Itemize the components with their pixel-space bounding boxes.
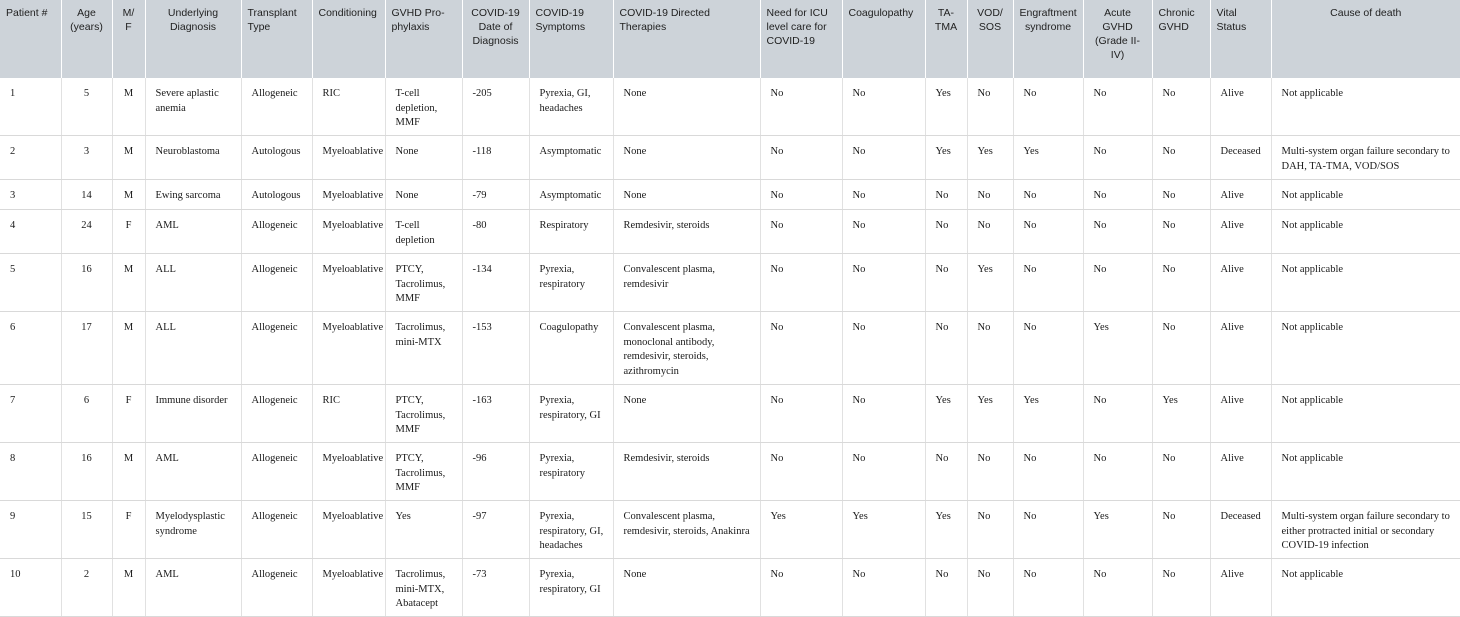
table-row (0, 78, 1460, 136)
table-header (0, 0, 1460, 78)
cell-covid-date: -79 (462, 180, 529, 210)
cell-prophylaxis: PTCY, Tacrolimus, MMF (385, 254, 462, 312)
cell-sex: M (112, 443, 145, 501)
cell-cause-of-death: Not applicable (1271, 312, 1460, 385)
cell-therapies: Remdesivir, steroids (613, 210, 760, 254)
cell-diagnosis: ALL (145, 254, 241, 312)
cell-patient: 9 (0, 501, 61, 559)
cell-age: 15 (61, 501, 112, 559)
cell-acute-gvhd: No (1083, 443, 1152, 501)
cell-chronic-gvhd: No (1152, 443, 1210, 501)
cell-ta-tma: Yes (925, 385, 967, 443)
table-row (0, 501, 1460, 559)
cell-covid-date: -134 (462, 254, 529, 312)
cell-patient: 2 (0, 136, 61, 180)
cell-icu: No (760, 136, 842, 180)
cell-symptoms: Asymptomatic (529, 180, 613, 210)
cell-vital-status: Deceased (1210, 501, 1271, 559)
cell-age: 5 (61, 78, 112, 136)
cell-symptoms: Pyrexia, respiratory (529, 254, 613, 312)
cell-cause-of-death: Not applicable (1271, 559, 1460, 617)
cell-cause-of-death: Not applicable (1271, 210, 1460, 254)
cell-cause-of-death: Not applicable (1271, 385, 1460, 443)
cell-acute-gvhd: Yes (1083, 501, 1152, 559)
cell-prophylaxis: None (385, 180, 462, 210)
cell-chronic-gvhd: No (1152, 180, 1210, 210)
table-row (0, 136, 1460, 180)
cell-symptoms: Pyrexia, respiratory, GI (529, 559, 613, 617)
cell-chronic-gvhd: No (1152, 312, 1210, 385)
cell-acute-gvhd: No (1083, 210, 1152, 254)
cell-icu: No (760, 210, 842, 254)
cell-icu: No (760, 180, 842, 210)
cell-engraftment: No (1013, 78, 1083, 136)
cell-cause-of-death: Not applicable (1271, 443, 1460, 501)
cell-engraftment: No (1013, 559, 1083, 617)
cell-chronic-gvhd: No (1152, 501, 1210, 559)
cell-vod-sos: Yes (967, 385, 1013, 443)
cell-covid-date: -163 (462, 385, 529, 443)
cell-prophylaxis: Yes (385, 501, 462, 559)
cell-engraftment: No (1013, 254, 1083, 312)
cell-sex: M (112, 312, 145, 385)
cell-coagulopathy: No (842, 180, 925, 210)
header-vital-status: Vital Status (1210, 0, 1271, 78)
cell-conditioning: Myeloablative (312, 312, 385, 385)
cell-covid-date: -96 (462, 443, 529, 501)
cell-conditioning: Myeloablative (312, 501, 385, 559)
cell-diagnosis: Ewing sarcoma (145, 180, 241, 210)
cell-sex: F (112, 385, 145, 443)
cell-patient: 6 (0, 312, 61, 385)
cell-icu: No (760, 385, 842, 443)
header-age: Age (years) (61, 0, 112, 78)
cell-ta-tma: Yes (925, 501, 967, 559)
cell-chronic-gvhd: No (1152, 78, 1210, 136)
cell-ta-tma: No (925, 180, 967, 210)
cell-patient: 1 (0, 78, 61, 136)
cell-prophylaxis: Tacrolimus, mini-MTX (385, 312, 462, 385)
cell-ta-tma: Yes (925, 78, 967, 136)
cell-transplant: Allogeneic (241, 312, 312, 385)
cell-coagulopathy: No (842, 136, 925, 180)
table-row (0, 443, 1460, 501)
cell-sex: M (112, 254, 145, 312)
cell-icu: No (760, 443, 842, 501)
cell-covid-date: -97 (462, 501, 529, 559)
cell-symptoms: Pyrexia, GI, headaches (529, 78, 613, 136)
cell-diagnosis: Myelodysplastic syndrome (145, 501, 241, 559)
cell-age: 14 (61, 180, 112, 210)
cell-vod-sos: Yes (967, 254, 1013, 312)
cell-vital-status: Alive (1210, 559, 1271, 617)
cell-vod-sos: No (967, 559, 1013, 617)
header-patient: Patient # (0, 0, 61, 78)
header-coagulopathy: Coagulopathy (842, 0, 925, 78)
cell-coagulopathy: No (842, 78, 925, 136)
cell-acute-gvhd: No (1083, 559, 1152, 617)
cell-chronic-gvhd: No (1152, 559, 1210, 617)
table-row (0, 254, 1460, 312)
cell-conditioning: Myeloablative (312, 254, 385, 312)
cell-therapies: None (613, 385, 760, 443)
cell-sex: M (112, 78, 145, 136)
cell-vital-status: Alive (1210, 78, 1271, 136)
cell-icu: No (760, 254, 842, 312)
header-covid-date: COVID-19 Date of Diagnosis (462, 0, 529, 78)
cell-icu: No (760, 78, 842, 136)
cell-conditioning: RIC (312, 78, 385, 136)
cell-prophylaxis: T-cell depletion (385, 210, 462, 254)
cell-age: 16 (61, 254, 112, 312)
cell-conditioning: Myeloablative (312, 443, 385, 501)
cell-engraftment: No (1013, 312, 1083, 385)
cell-vod-sos: Yes (967, 136, 1013, 180)
cell-age: 3 (61, 136, 112, 180)
cell-vital-status: Alive (1210, 312, 1271, 385)
cell-vod-sos: No (967, 210, 1013, 254)
cell-engraftment: Yes (1013, 136, 1083, 180)
cell-diagnosis: Neuroblastoma (145, 136, 241, 180)
cell-chronic-gvhd: No (1152, 254, 1210, 312)
cell-prophylaxis: PTCY, Tacrolimus, MMF (385, 443, 462, 501)
cell-transplant: Allogeneic (241, 254, 312, 312)
header-row (0, 0, 1460, 78)
cell-vital-status: Alive (1210, 385, 1271, 443)
cell-engraftment: No (1013, 443, 1083, 501)
cell-age: 2 (61, 559, 112, 617)
cell-acute-gvhd: No (1083, 180, 1152, 210)
cell-patient: 4 (0, 210, 61, 254)
cell-diagnosis: ALL (145, 312, 241, 385)
cell-acute-gvhd: No (1083, 136, 1152, 180)
cell-conditioning: Myeloablative (312, 210, 385, 254)
cell-vod-sos: No (967, 443, 1013, 501)
cell-symptoms: Pyrexia, respiratory (529, 443, 613, 501)
cell-vital-status: Alive (1210, 254, 1271, 312)
cell-ta-tma: No (925, 443, 967, 501)
cell-coagulopathy: Yes (842, 501, 925, 559)
header-underlying-diagnosis: Underlying Diagnosis (145, 0, 241, 78)
cell-therapies: Remdesivir, steroids (613, 443, 760, 501)
cell-diagnosis: Immune disorder (145, 385, 241, 443)
cell-cause-of-death: Not applicable (1271, 180, 1460, 210)
cell-prophylaxis: None (385, 136, 462, 180)
cell-conditioning: Myeloablative (312, 180, 385, 210)
cell-transplant: Autologous (241, 136, 312, 180)
cell-prophylaxis: PTCY, Tacrolimus, MMF (385, 385, 462, 443)
cell-cause-of-death: Multi-system organ failure secondary to either protracted initial or secondary COVID-19 infection (1271, 501, 1460, 559)
table-row (0, 385, 1460, 443)
table-row (0, 312, 1460, 385)
cell-therapies: Convalescent plasma, remdesivir, steroids, Anakinra (613, 501, 760, 559)
cell-diagnosis: Severe aplastic anemia (145, 78, 241, 136)
header-acute-gvhd: Acute GVHD (Grade II-IV) (1083, 0, 1152, 78)
cell-icu: No (760, 559, 842, 617)
cell-chronic-gvhd: No (1152, 136, 1210, 180)
cell-sex: M (112, 136, 145, 180)
table-row (0, 210, 1460, 254)
header-ta-tma: TA-TMA (925, 0, 967, 78)
table-row (0, 559, 1460, 617)
cell-patient: 3 (0, 180, 61, 210)
cell-acute-gvhd: No (1083, 78, 1152, 136)
cell-transplant: Allogeneic (241, 443, 312, 501)
cell-chronic-gvhd: Yes (1152, 385, 1210, 443)
cell-symptoms: Respiratory (529, 210, 613, 254)
cell-chronic-gvhd: No (1152, 210, 1210, 254)
cell-engraftment: Yes (1013, 385, 1083, 443)
cell-ta-tma: Yes (925, 136, 967, 180)
cell-vital-status: Deceased (1210, 136, 1271, 180)
cell-diagnosis: AML (145, 443, 241, 501)
cell-patient: 7 (0, 385, 61, 443)
cell-prophylaxis: T-cell depletion, MMF (385, 78, 462, 136)
cell-vital-status: Alive (1210, 443, 1271, 501)
cell-patient: 5 (0, 254, 61, 312)
cell-vital-status: Alive (1210, 180, 1271, 210)
cell-age: 6 (61, 385, 112, 443)
header-vod-sos: VOD/ SOS (967, 0, 1013, 78)
cell-covid-date: -73 (462, 559, 529, 617)
header-cause-of-death: Cause of death (1271, 0, 1460, 78)
cell-therapies: None (613, 136, 760, 180)
header-covid-symptoms: COVID-19 Symptoms (529, 0, 613, 78)
cell-sex: M (112, 559, 145, 617)
cell-cause-of-death: Not applicable (1271, 78, 1460, 136)
header-gvhd-prophylaxis: GVHD Pro-phylaxis (385, 0, 462, 78)
cell-symptoms: Pyrexia, respiratory, GI (529, 385, 613, 443)
table-row (0, 180, 1460, 210)
cell-diagnosis: AML (145, 210, 241, 254)
cell-coagulopathy: No (842, 559, 925, 617)
cell-therapies: Convalescent plasma, monoclonal antibody, remdesivir, steroids, azithromycin (613, 312, 760, 385)
cell-transplant: Allogeneic (241, 210, 312, 254)
cell-conditioning: Myeloablative (312, 136, 385, 180)
cell-covid-date: -80 (462, 210, 529, 254)
cell-age: 16 (61, 443, 112, 501)
cell-vital-status: Alive (1210, 210, 1271, 254)
cell-symptoms: Coagulopathy (529, 312, 613, 385)
cell-transplant: Allogeneic (241, 385, 312, 443)
cell-sex: F (112, 501, 145, 559)
cell-acute-gvhd: Yes (1083, 312, 1152, 385)
header-sex: M/ F (112, 0, 145, 78)
cell-icu: No (760, 312, 842, 385)
cell-vod-sos: No (967, 78, 1013, 136)
cell-diagnosis: AML (145, 559, 241, 617)
cell-covid-date: -153 (462, 312, 529, 385)
cell-transplant: Allogeneic (241, 559, 312, 617)
cell-age: 17 (61, 312, 112, 385)
cell-acute-gvhd: No (1083, 385, 1152, 443)
cell-coagulopathy: No (842, 312, 925, 385)
cell-transplant: Allogeneic (241, 78, 312, 136)
cell-patient: 8 (0, 443, 61, 501)
cell-icu: Yes (760, 501, 842, 559)
cell-coagulopathy: No (842, 443, 925, 501)
cell-coagulopathy: No (842, 385, 925, 443)
cell-covid-date: -205 (462, 78, 529, 136)
cell-vod-sos: No (967, 180, 1013, 210)
cell-conditioning: Myeloablative (312, 559, 385, 617)
header-icu-care: Need for ICU level care for COVID-19 (760, 0, 842, 78)
cell-sex: F (112, 210, 145, 254)
cell-symptoms: Asymptomatic (529, 136, 613, 180)
cell-symptoms: Pyrexia, respiratory, GI, headaches (529, 501, 613, 559)
cell-therapies: None (613, 180, 760, 210)
cell-vod-sos: No (967, 312, 1013, 385)
header-chronic-gvhd: Chronic GVHD (1152, 0, 1210, 78)
cell-cause-of-death: Multi-system organ failure secondary to DAH, TA-TMA, VOD/SOS (1271, 136, 1460, 180)
cell-therapies: None (613, 559, 760, 617)
cell-ta-tma: No (925, 312, 967, 385)
header-conditioning: Conditioning (312, 0, 385, 78)
cell-acute-gvhd: No (1083, 254, 1152, 312)
cell-cause-of-death: Not applicable (1271, 254, 1460, 312)
cell-coagulopathy: No (842, 254, 925, 312)
cell-patient: 10 (0, 559, 61, 617)
cell-covid-date: -118 (462, 136, 529, 180)
cell-prophylaxis: Tacrolimus, mini-MTX, Abatacept (385, 559, 462, 617)
cell-sex: M (112, 180, 145, 210)
cell-engraftment: No (1013, 501, 1083, 559)
cell-transplant: Autologous (241, 180, 312, 210)
header-transplant-type: Transplant Type (241, 0, 312, 78)
cell-conditioning: RIC (312, 385, 385, 443)
cell-ta-tma: No (925, 254, 967, 312)
cell-engraftment: No (1013, 180, 1083, 210)
cell-ta-tma: No (925, 210, 967, 254)
cell-age: 24 (61, 210, 112, 254)
cell-transplant: Allogeneic (241, 501, 312, 559)
cell-ta-tma: No (925, 559, 967, 617)
cell-vod-sos: No (967, 501, 1013, 559)
cell-coagulopathy: No (842, 210, 925, 254)
cell-therapies: Convalescent plasma, remdesivir (613, 254, 760, 312)
table-body (0, 78, 1460, 616)
header-engraftment: Engraftment syndrome (1013, 0, 1083, 78)
cell-engraftment: No (1013, 210, 1083, 254)
header-covid-therapies: COVID-19 Directed Therapies (613, 0, 760, 78)
cell-therapies: None (613, 78, 760, 136)
